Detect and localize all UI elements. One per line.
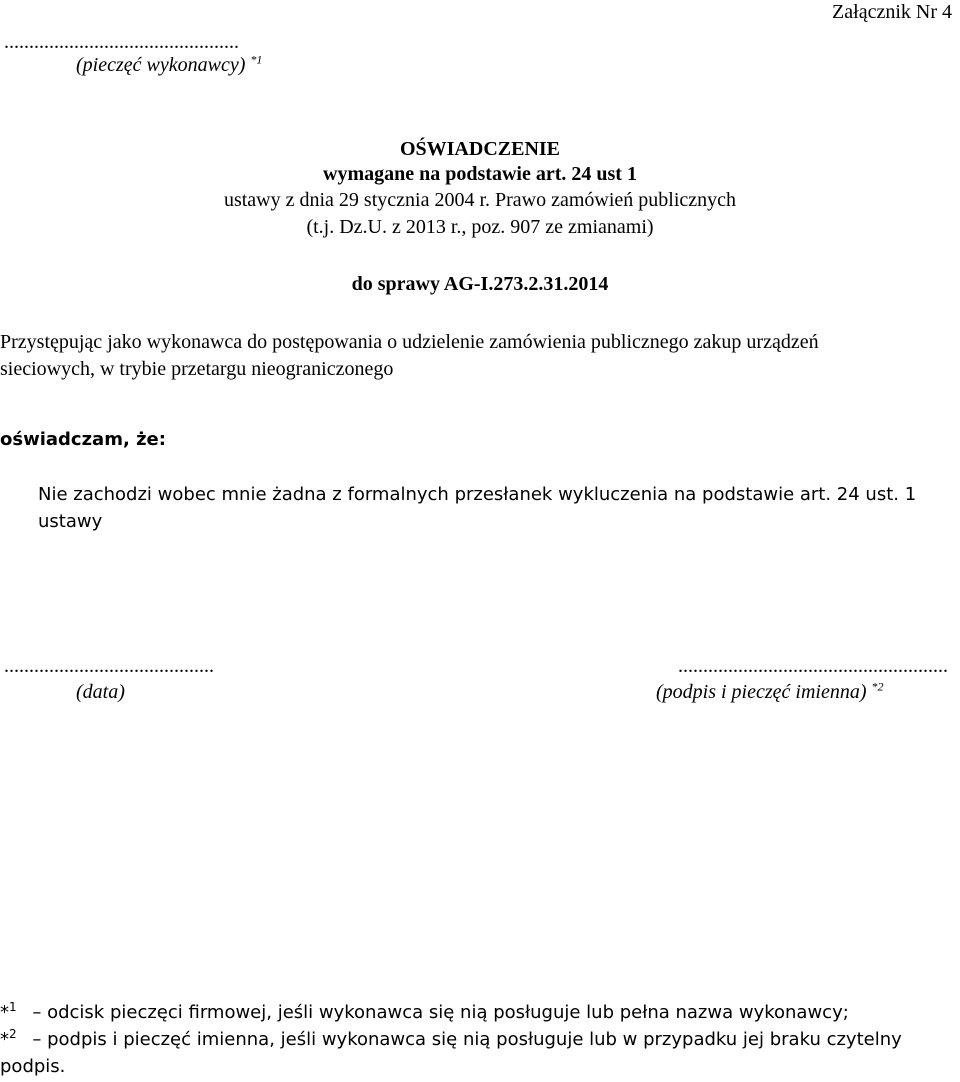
footnote-1 — [0, 1001, 849, 1025]
signature-footnote-mark: *2 — [871, 679, 884, 694]
footnote-2-number: 2 — [9, 1027, 17, 1041]
date-label: (data) — [76, 681, 125, 703]
footnote-2-text: – podpis i pieczęć imienna, jeśli wykonawca się nią posługuje lub w przypadku jej braku czytelny — [32, 1029, 902, 1050]
footnote-2-continuation: podpis. — [0, 1056, 66, 1077]
case-number: do sprawy AG-I.273.2.31.2014 — [351, 273, 609, 295]
law-reference-line-1: ustawy z dnia 29 stycznia 2004 r. Prawo zamówień publicznych — [223, 189, 737, 211]
intro-line-1: Przystępując jako wykonawca do postępowania o udzielenie zamówienia publicznego zakup urządzeń — [0, 331, 819, 353]
footnote-1-star: * — [0, 1002, 9, 1023]
intro-line-2: sieciowych, w trybie przetargu nieograniczonego — [0, 358, 394, 380]
stamp-caption — [76, 53, 262, 77]
stamp-label: (pieczęć wykonawcy) — [76, 54, 246, 76]
statement-line-2: ustawy — [38, 511, 103, 532]
signature-label: (podpis i pieczęć imienna) — [656, 681, 867, 703]
statement-line-1: Nie zachodzi wobec mnie żadna z formalnych przesłanek wykluczenia na podstawie art. 24 ust. 1 — [38, 484, 917, 505]
footnote-1-text: – odcisk pieczęci firmowej, jeśli wykonawca się nią posługuje lub pełna nazwa wykonawcy; — [32, 1002, 849, 1023]
stamp-footnote-mark: *1 — [250, 52, 263, 67]
footnote-2-star: * — [0, 1029, 9, 1050]
document-title: OŚWIADCZENIE — [399, 138, 561, 160]
document-subtitle: wymagane na podstawie art. 24 ust 1 — [323, 163, 637, 185]
date-dotted-line: .......................................... — [4, 655, 214, 677]
footnote-1-number: 1 — [9, 1000, 17, 1014]
law-reference-line-2: (t.j. Dz.U. z 2013 r., poz. 907 ze zmianami) — [306, 216, 654, 238]
footnote-2 — [0, 1028, 902, 1052]
signature-dotted-line: ...................................................... — [678, 655, 948, 677]
attachment-number: Załącznik Nr 4 — [832, 1, 952, 23]
signature-caption — [656, 680, 884, 704]
declaration-heading: oświadczam, że: — [0, 429, 166, 450]
stamp-dotted-line: ............................................... — [4, 31, 239, 53]
